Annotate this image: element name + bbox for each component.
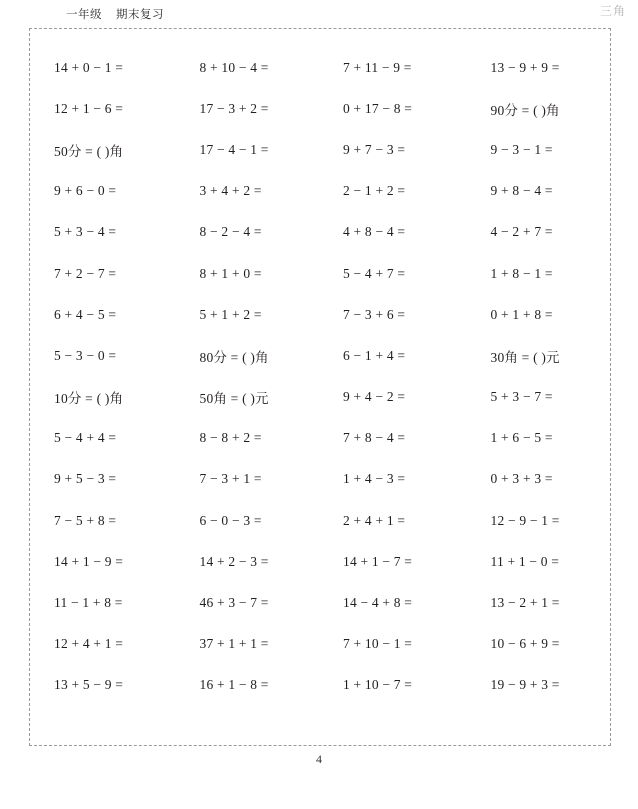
problem-cell: 13 − 9 + 9 = [490,59,560,75]
problem-cell: 7 + 11 − 9 = [343,59,412,75]
problem-cell: 8 + 10 − 4 = [199,59,269,75]
problem-cell: 7 − 3 + 6 = [343,306,406,322]
problem-cell: 1 + 6 − 5 = [490,430,553,446]
problem-cell: 7 + 8 − 4 = [343,430,406,446]
problem-cell: 9 + 8 − 4 = [490,183,553,199]
problem-cell: 50角 = ( )元 [199,391,269,407]
problem-cell: 12 − 9 − 1 = [490,512,560,528]
problem-cell: 7 + 2 − 7 = [54,265,117,281]
problem-cell: 0 + 3 + 3 = [490,471,553,487]
problem-cell: 90分 = ( )角 [490,102,560,118]
problem-cell: 17 − 3 + 2 = [199,100,269,116]
problem-cell: 14 + 1 − 7 = [343,553,413,569]
problem-grid [30,29,612,747]
problem-cell: 13 + 5 − 9 = [54,677,124,693]
problem-cell: 12 + 4 + 1 = [54,636,124,652]
problem-cell: 30角 = ( )元 [490,349,560,365]
problem-cell: 14 + 2 − 3 = [199,553,269,569]
problem-cell: 5 − 4 + 4 = [54,430,117,446]
problem-cell: 37 + 1 + 1 = [199,636,269,652]
problem-cell: 14 + 0 − 1 = [54,59,124,75]
problem-cell: 46 + 3 − 7 = [199,595,269,611]
problem-cell: 8 + 1 + 0 = [199,265,262,281]
problem-cell: 14 − 4 + 8 = [343,595,413,611]
problem-cell: 12 + 1 − 6 = [54,100,124,116]
problem-cell: 7 − 3 + 1 = [199,471,262,487]
problem-cell: 7 + 10 − 1 = [343,636,413,652]
problem-cell: 10分 = ( )角 [54,391,124,407]
problem-cell: 8 − 8 + 2 = [199,430,262,446]
problem-cell: 5 − 3 − 0 = [54,347,117,363]
problem-cell: 10 − 6 + 9 = [490,636,560,652]
problem-cell: 4 − 2 + 7 = [490,224,553,240]
problem-cell: 9 + 4 − 2 = [343,389,406,405]
problem-cell: 6 + 4 − 5 = [54,306,117,322]
grade-label: 一年级 [66,9,102,21]
header-title-group [66,6,164,22]
problem-cell: 11 + 1 − 0 = [490,553,560,569]
problem-cell: 13 − 2 + 1 = [490,595,560,611]
page-header [0,6,638,26]
problem-cell: 5 + 3 − 7 = [490,389,553,405]
problem-cell: 5 + 1 + 2 = [199,306,262,322]
page-number: 4 [316,752,322,766]
problem-cell: 16 + 1 − 8 = [199,677,269,693]
problem-cell: 9 + 6 − 0 = [54,183,117,199]
problem-cell: 9 + 7 − 3 = [343,141,406,157]
problem-cell: 9 + 5 − 3 = [54,471,117,487]
problem-cell: 5 − 4 + 7 = [343,265,406,281]
problem-cell: 50分 = ( )角 [54,143,124,159]
problem-cell: 2 − 1 + 2 = [343,183,406,199]
problem-cell: 9 − 3 − 1 = [490,141,553,157]
problem-cell: 2 + 4 + 1 = [343,512,406,528]
page-title: 期末复习 [116,9,164,21]
problem-cell: 3 + 4 + 2 = [199,183,262,199]
problem-cell: 0 + 1 + 8 = [490,306,553,322]
problem-cell: 1 + 8 − 1 = [490,265,553,281]
problem-cell: 5 + 3 − 4 = [54,224,117,240]
problem-cell: 80分 = ( )角 [199,349,269,365]
problem-cell: 19 − 9 + 3 = [490,677,560,693]
problem-cell: 1 + 4 − 3 = [343,471,406,487]
problem-cell: 4 + 8 − 4 = [343,224,406,240]
problem-cell: 6 − 0 − 3 = [199,512,262,528]
problem-cell: 6 − 1 + 4 = [343,347,406,363]
problem-cell: 1 + 10 − 7 = [343,677,413,693]
header-watermark: 三角 [599,4,626,18]
problem-sheet [29,28,611,746]
problem-cell: 7 − 5 + 8 = [54,512,117,528]
problem-cell: 14 + 1 − 9 = [54,553,124,569]
problem-cell: 17 − 4 − 1 = [199,141,269,157]
problem-cell: 0 + 17 − 8 = [343,100,413,116]
problem-cell: 11 − 1 + 8 = [54,595,123,611]
problem-cell: 8 − 2 − 4 = [199,224,262,240]
